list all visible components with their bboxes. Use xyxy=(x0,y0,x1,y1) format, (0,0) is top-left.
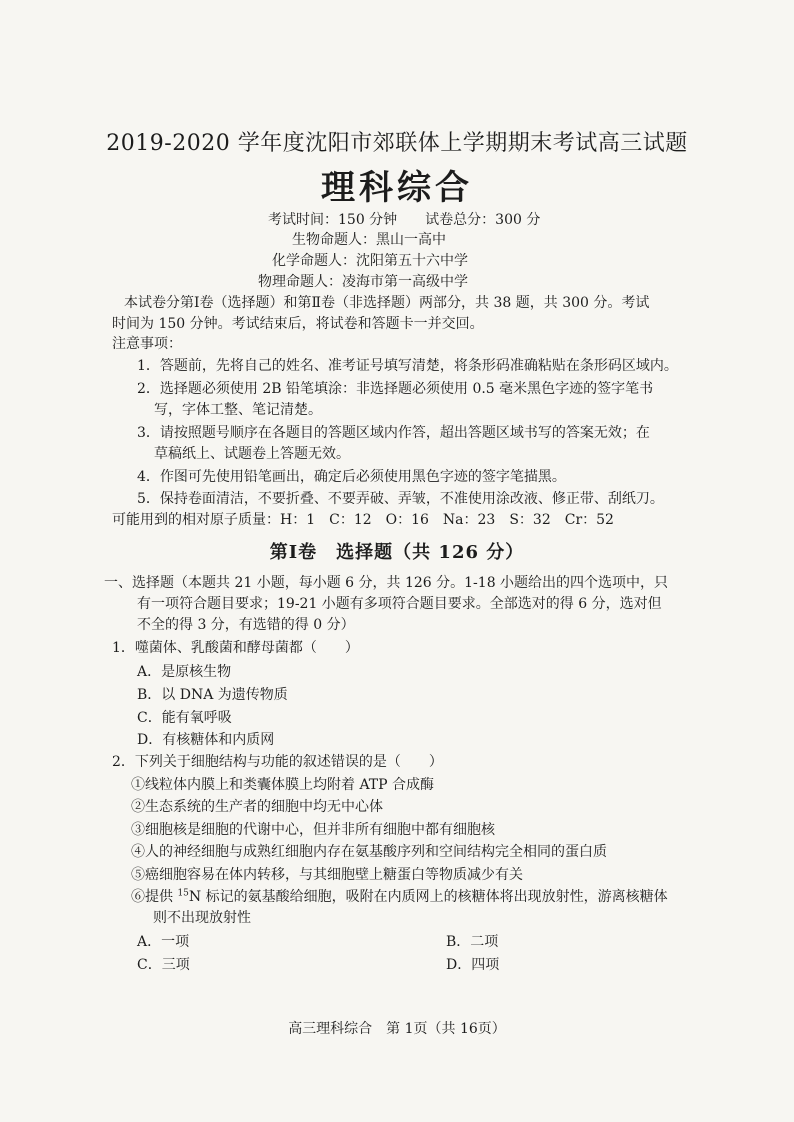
note-item-1: 1．答题前，先将自己的姓名、准考证号填写清楚，将条形码准确粘贴在条形码区域内。 xyxy=(137,358,678,374)
q1-option-a: A．是原核生物 xyxy=(137,664,232,680)
note-item-2-cont: 写，字体工整、笔记清楚。 xyxy=(154,402,322,418)
notes-heading: 注意事项： xyxy=(112,336,182,352)
q2-option-d: D．四项 xyxy=(446,957,500,973)
q1-option-c: C．能有氧呼吸 xyxy=(137,710,232,726)
phys-author: 物理命题人：凌海市第一高级中学 xyxy=(258,274,468,290)
q2-option-b: B．二项 xyxy=(446,934,499,950)
note-item-3: 3．请按照题号顺序在各题目的答题区域内作答，超出答题区域书写的答案无效；在 xyxy=(137,425,650,441)
q2-statement-6-cont: 则不出现放射性 xyxy=(153,910,251,926)
q2-statement-2: ②生态系统的生产者的细胞中均无中心体 xyxy=(131,799,383,815)
intro-line-1: 本试卷分第Ⅰ卷（选择题）和第Ⅱ卷（非选择题）两部分，共 38 题，共 300 分。考试 xyxy=(124,295,650,311)
note-item-2: 2．选择题必须使用 2B 铅笔填涂：非选择题必须使用 0.5 毫米黑色字迹的签字笔书 xyxy=(137,381,654,397)
q2-statement-4: ④人的神经细胞与成熟红细胞内存在氨基酸序列和空间结构完全相同的蛋白质 xyxy=(131,844,607,860)
q2-option-a: A．一项 xyxy=(137,934,190,950)
question-2-stem: 2．下列关于细胞结构与功能的叙述错误的是（ ） xyxy=(112,754,443,770)
subject-title: 理科综合 xyxy=(321,168,473,208)
q2-s6-rest: N 标记的氨基酸给细胞，吸附在内质网上的核糖体将出现放射性，游离核糖体 xyxy=(188,889,668,905)
q2-statement-1: ①线粒体内膜上和类囊体膜上均附着 ATP 合成酶 xyxy=(131,777,435,793)
chem-author: 化学命题人：沈阳第五十六中学 xyxy=(272,253,468,269)
exam-title: 2019-2020 学年度沈阳市郊联体上学期期末考试高三试题 xyxy=(106,131,688,156)
exam-time-score: 考试时间：150 分钟 试卷总分：300 分 xyxy=(268,212,541,228)
q2-statement-6 xyxy=(131,886,668,906)
atomic-mass-line: 可能用到的相对原子质量：H：1 C：12 O：16 Na：23 S：32 Cr：52 xyxy=(112,512,614,528)
bio-author: 生物命题人：黑山一高中 xyxy=(292,232,446,248)
q1-option-b: B．以 DNA 为遗传物质 xyxy=(137,687,288,703)
question-1-stem: 1．噬菌体、乳酸菌和酵母菌都（ ） xyxy=(112,640,359,656)
note-item-3-cont: 草稿纸上、试题卷上答题无效。 xyxy=(154,446,350,462)
page-footer: 高三理科综合 第 1页（共 16页） xyxy=(288,1021,506,1037)
q2-option-c: C．三项 xyxy=(137,957,190,973)
section-desc-1: 一、选择题（本题共 21 小题，每小题 6 分，共 126 分。1-18 小题给出的四个选项中，只 xyxy=(104,575,669,591)
note-item-5: 5．保持卷面清洁，不要折叠、不要弄破、弄皱，不准使用涂改液、修正带、刮纸刀。 xyxy=(137,491,664,507)
section-desc-3: 不全的得 3 分，有选错的得 0 分） xyxy=(137,617,355,633)
q2-statement-5: ⑤癌细胞容易在体内转移，与其细胞壁上糖蛋白等物质减少有关 xyxy=(131,867,523,883)
note-item-4: 4．作图可先使用铅笔画出，确定后必须使用黑色字迹的签字笔描黑。 xyxy=(137,469,566,485)
q2-statement-3: ③细胞核是细胞的代谢中心，但并非所有细胞中都有细胞核 xyxy=(131,822,495,838)
section-desc-2: 有一项符合题目要求；19-21 小题有多项符合题目要求。全部选对的得 6 分，选对但 xyxy=(137,596,662,612)
q2-s6-superscript: 15 xyxy=(177,888,189,899)
q1-option-d: D．有核糖体和内质网 xyxy=(137,732,275,748)
section-title: 第Ⅰ卷 选择题（共 126 分） xyxy=(269,542,525,563)
q2-s6-prefix: ⑥提供 xyxy=(131,889,178,905)
intro-line-2: 时间为 150 分钟。考试结束后，将试卷和答题卡一并交回。 xyxy=(112,316,484,332)
